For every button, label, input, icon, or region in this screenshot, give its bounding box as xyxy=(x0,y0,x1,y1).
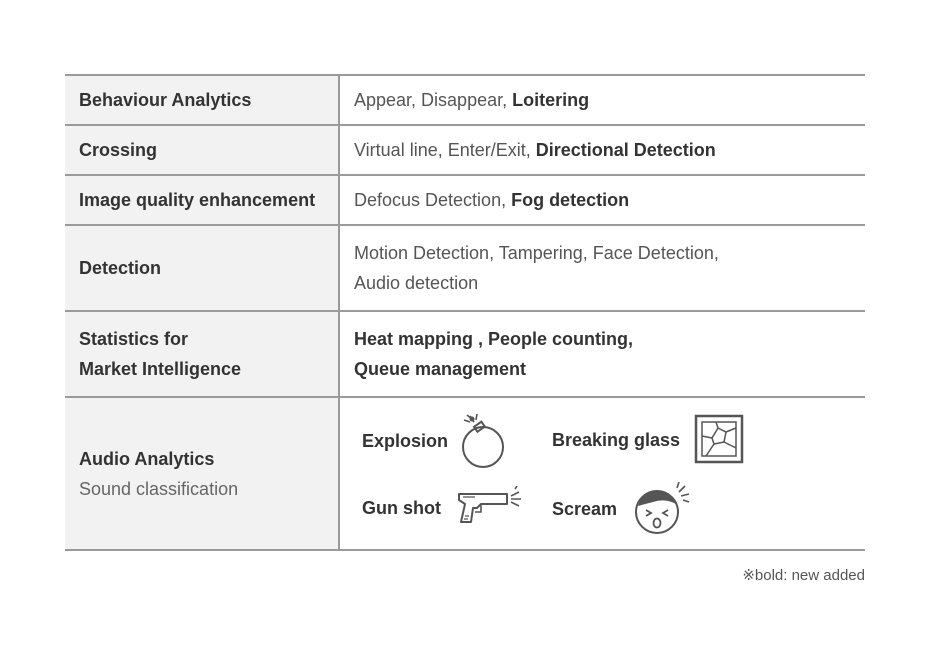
feature-new-text: Fog detection xyxy=(511,190,630,210)
row-features xyxy=(340,312,865,396)
screaming-face-icon xyxy=(631,482,693,536)
category-subtitle: Sound classification xyxy=(79,478,239,499)
feature-new-text: Directional Detection xyxy=(535,140,716,160)
row-category xyxy=(65,398,340,549)
table-row xyxy=(65,176,865,226)
table-row xyxy=(65,312,865,398)
audio-label: Gun shot xyxy=(362,498,441,518)
row-features xyxy=(340,126,865,174)
feature-text: Motion Detection, Tampering, Face Detection, xyxy=(354,243,719,263)
footnote: ※bold: new added xyxy=(742,567,865,584)
broken-glass-icon xyxy=(694,414,746,466)
audio-grid xyxy=(340,398,865,549)
category-label: Statistics for xyxy=(79,329,189,349)
row-features xyxy=(340,176,865,224)
audio-label: Scream xyxy=(552,499,618,519)
row-features xyxy=(340,226,865,310)
row-category xyxy=(65,126,340,174)
audio-label: Explosion xyxy=(362,431,449,451)
feature-new-text: Queue management xyxy=(354,359,527,379)
category-label: Crossing xyxy=(79,140,158,160)
table-row xyxy=(65,226,865,312)
feature-new-text: Heat mapping , People counting, xyxy=(354,329,634,349)
row-category xyxy=(65,226,340,310)
feature-text: Virtual line, Enter/Exit, xyxy=(354,140,536,160)
feature-table xyxy=(65,74,865,551)
row-category xyxy=(65,76,340,124)
table-row xyxy=(65,76,865,126)
audio-label: Breaking glass xyxy=(552,430,681,450)
audio-item-breaking-glass xyxy=(552,414,746,466)
audio-features xyxy=(340,398,865,549)
feature-new-text: Loitering xyxy=(512,90,590,110)
category-label: Market Intelligence xyxy=(79,359,242,379)
row-features xyxy=(340,76,865,124)
table-row xyxy=(65,398,865,551)
category-label: Audio Analytics xyxy=(79,448,215,469)
category-label: Behaviour Analytics xyxy=(79,90,252,110)
audio-item-explosion xyxy=(362,412,508,470)
category-label: Detection xyxy=(79,258,162,278)
gun-icon xyxy=(455,486,525,530)
audio-item-scream xyxy=(552,482,693,536)
bomb-icon xyxy=(456,412,508,470)
feature-text: Defocus Detection, xyxy=(354,190,512,210)
category-label: Image quality enhancement xyxy=(79,190,316,210)
feature-text: Appear, Disappear, xyxy=(354,90,513,110)
row-category xyxy=(65,312,340,396)
row-category xyxy=(65,176,340,224)
audio-item-gun-shot xyxy=(362,486,525,530)
feature-text: Audio detection xyxy=(354,273,479,293)
table-row xyxy=(65,126,865,176)
